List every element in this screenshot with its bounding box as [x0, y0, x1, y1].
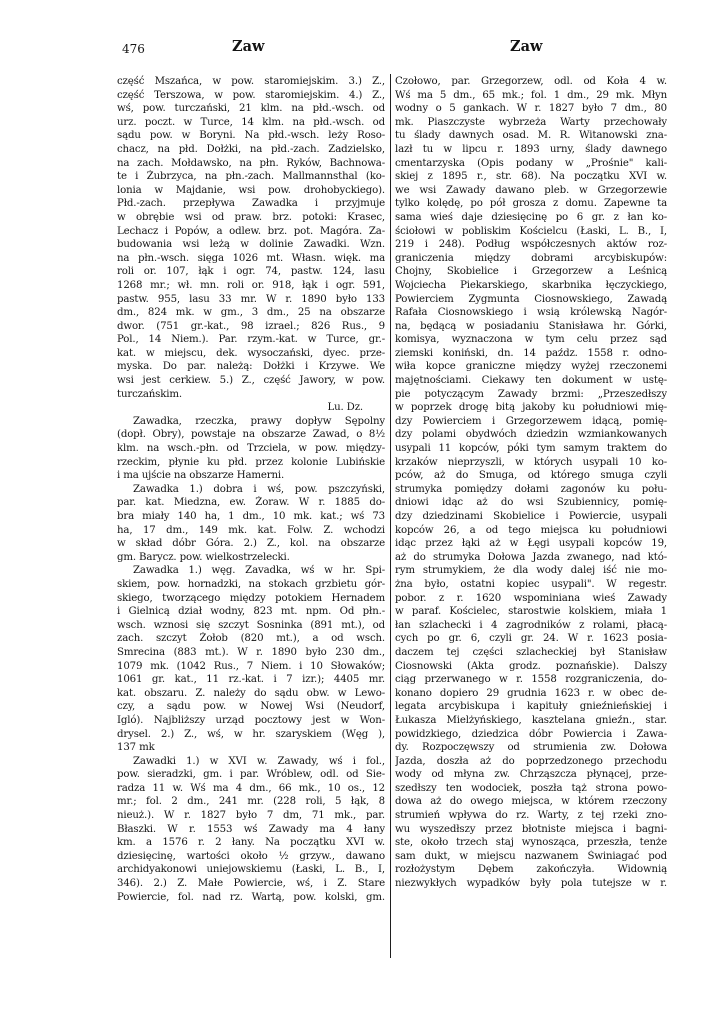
text-line: rozłożystym Dębem zakończyła. Widownią: [395, 864, 667, 876]
text-line: idąc przez łąki aż w Łęgi usypali kopców 19,: [395, 538, 667, 550]
text-line: mk. Piaszczyste wybrzeża Warty przechowały: [395, 116, 667, 128]
text-line: konano dopiero 29 grudnia 1623 r. w obec de-: [395, 687, 667, 699]
text-line: skiem, pow. hornadzki, na stokach grzbietu gór-: [117, 578, 385, 590]
text-line: we wsi Zawady dawano pleb. w Grzegorzewie: [395, 184, 667, 196]
text-line: dwor. (751 gr.-kat., 98 izrael.; 826 Rus., 9: [117, 320, 385, 332]
text-line: część Mszańca, w pow. staromiejskim. 3.) Z.,: [117, 76, 385, 87]
text-line: myska. Do par. należą: Dołżki i Krzywe. We: [117, 361, 385, 373]
text-line: Lechacz i Popów, a odlew. brz. pot. Magóra. Za-: [117, 225, 385, 237]
text-line: Rafała Ciosnowskiego i wsią królewską Nagór-: [395, 307, 667, 319]
text-line: Błaszki. W r. 1553 wś Zawady ma 4 łany: [117, 823, 385, 835]
text-line: czy, a sądu pow. w Nowej Wsi (Neudorf,: [117, 701, 385, 713]
text-line: niezwykłych wypadków były pola tutejsze w r.: [395, 878, 667, 890]
text-line: sam dukt, w miejscu nazwanem Świniagać pod: [395, 850, 667, 862]
text-line: lonia w Majdanie, wsi pow. drohobyckiego).: [117, 184, 385, 196]
text-line: klm. na wsch.-płn. od Trzciela, w pow. między-: [117, 443, 385, 455]
text-line: w obrębie wsi od praw. brz. potoki: Krasec,: [117, 211, 385, 223]
text-line: legata arcybiskupa i kapituły gnieźnieńskiej i: [395, 701, 667, 713]
entry-headword-line: Zawadki 1.) w XVI w. Zawady, wś i fol.,: [133, 755, 385, 767]
text-line: na zach. Mołdawsko, na płn. Ryków, Bachnowa-: [117, 157, 385, 169]
text-line: aż do strumyka Dołowa Jazda zwanego, nad któ-: [395, 551, 667, 563]
text-line: dy. Rozpoczęwszy od strumienia zw. Dołowa: [395, 742, 667, 754]
text-line: Ciosnowski (Akta grodz. poznańskie). Dalszy: [395, 660, 667, 672]
entry-headword-line: Zawadka, rzeczka, prawy dopływ Sępolny: [133, 415, 385, 427]
text-line: dniowi idąc aż do wsi Szubiennicy, pomię-: [395, 497, 667, 509]
text-line: Smrecina (883 mt.). W r. 1890 było 230 dm.,: [117, 646, 385, 658]
text-line: sądu pow. w Boryni. Na płd.-wsch. leży Roso-: [117, 130, 385, 142]
text-line: mr.; fol. 2 dm., 241 mr. (228 roli, 5 łąk, 8: [117, 796, 385, 808]
text-line: pow. sieradzki, gm. i par. Wróblew, odl. od Sie-: [117, 769, 385, 781]
text-line: Jazda, doszła aż do poprzedzonego przechodu: [395, 755, 667, 767]
text-line: strumyka pomiędzy dołami zagonów ku połu-: [395, 483, 667, 495]
text-line: powidzkiego, dziedzica dóbr Powiercia i Zawa-: [395, 728, 667, 740]
text-line: tylko kolędę, po pół grosza z domu. Zapewne ta: [395, 198, 667, 210]
text-line: wś, pow. turczański, 21 klm. na płd.-wsch. od: [117, 103, 385, 115]
column-divider: [390, 74, 391, 958]
text-line: radza 11 w. Wś ma 4 dm., 66 mk., 10 os., 12: [117, 782, 385, 794]
text-line: nieuż.). W r. 1827 było 7 dm, 71 mk., par.: [117, 810, 385, 822]
text-line: żna było, ostatni kopiec usypali". W regestr.: [395, 578, 667, 590]
running-head-right: Zaw: [510, 38, 543, 55]
text-line: skiej z 1895 r., str. 68). Na początku XVI w.: [395, 171, 667, 183]
text-line: ziemski koniński, dn. 14 paźdz. 1558 r. odno-: [395, 347, 667, 359]
text-line: chacz, na płd. Dołżki, na płd.-zach. Zadzielsko,: [117, 143, 385, 155]
text-line: 1268 mr.; wł. mn. roli or. 918, łąk i ogr. 591,: [117, 279, 385, 291]
text-line: Powierciem Zygmunta Ciosnowskiego, Zawadą: [395, 293, 667, 305]
text-line: w paraf. Kościelec, starostwie kolskiem, miała 1: [395, 606, 667, 618]
text-line: i ma ujście na obszarze Hamerni.: [117, 470, 285, 482]
text-line: te i Żubrzyca, na płn.-zach. Mallmannsthal (ko-: [117, 171, 385, 183]
text-line: par. kat. Miedzna, ew. Żoraw. W r. 1885 do-: [117, 497, 385, 509]
text-line: Wś ma 5 dm., 65 mk.; fol. 1 dm., 29 mk. Młyn: [395, 89, 667, 101]
text-line: budowania wsi leżą w dolinie Zawadki. Wzn.: [117, 239, 385, 251]
text-line: komisya, wyznaczona w tym celu przez sąd: [395, 334, 667, 346]
text-line: majętnościami. Ciekawy ten dokument w ustę-: [395, 375, 667, 387]
text-line: dm., 824 mk. w gm., 3 dm., 25 na obszarze: [117, 307, 385, 319]
right-text-column: [395, 75, 667, 891]
text-line: sama wieś daje dziesięcinę po 6 gr. z łan ko-: [395, 211, 667, 223]
text-line: Wojciecha Piekarskiego, skarbnika łęczyckiego,: [395, 279, 667, 291]
text-line: drysel. 2.) Z., wś, w hr. szaryskiem (Węg ),: [117, 728, 385, 740]
text-line: rzeckim, płynie ku płd. przez kolonie Lubińskie: [117, 456, 385, 468]
text-line: pców, aż do Smuga, od którego smuga czyli: [395, 470, 667, 482]
author-signature: Lu. Dz.: [327, 402, 363, 414]
text-line: pastw. 955, lasu 33 mr. W r. 1890 było 133: [117, 293, 385, 305]
text-line: Igló). Najbliższy urząd pocztowy jest w Won-: [117, 714, 385, 726]
text-line: lazł tu w lipcu r. 1893 urny, ślady dawnego: [395, 143, 667, 155]
text-line: łan szlachecki i 4 zagrodników z rolami, płacą-: [395, 619, 667, 631]
text-line: w poprzek drogę bitą jakoby ku południowi mię-: [395, 402, 667, 414]
text-line: tu ślady dawnych osad. M. R. Witanowski zna-: [395, 130, 667, 142]
text-line: skiego, tworzącego między potokiem Hernadem: [117, 592, 385, 604]
text-line: roli or. 107, łąk i ogr. 74, pastw. 124, lasu: [117, 266, 385, 278]
text-line: ha, 17 dm., 149 mk. kat. Folw. Z. wchodzi: [117, 524, 385, 536]
text-line: urz. poczt. w Turce, 14 klm. na płd.-wsch. od: [117, 116, 385, 128]
text-line: Powiercie, fol. nad rz. Wartą, pow. kolski, gm.: [117, 891, 385, 903]
left-text-column: [117, 75, 385, 904]
text-line: 137 mk: [117, 742, 155, 754]
text-line: na, będącą w posiadaniu Stanisława hr. Górki,: [395, 320, 667, 332]
running-head-left: Zaw: [232, 38, 265, 55]
text-line: Czołowo, par. Grzegorzew, odl. od Koła 4 w.: [395, 76, 667, 87]
text-line: rym strumykiem, że dla wody dalej iść nie mo-: [395, 565, 667, 577]
text-line: kopców 26, a od tego miejsca ku południowi: [395, 524, 667, 536]
page-header: [0, 36, 720, 60]
text-line: wsi jest cerkiew. 5.) Z., część Jawory, w pow.: [117, 375, 385, 387]
text-line: zach. szczyt Żołob (820 mt.), a od wsch.: [117, 633, 385, 645]
text-line: daczem tej części szlacheckiej był Stanisław: [395, 646, 667, 658]
text-line: cmentarzyska (Opis podany w „Prośnie" kali-: [395, 157, 667, 169]
text-line: Łukasza Mielżyńskiego, kasztelana gnieźn., star.: [395, 714, 667, 726]
text-line: wu wyszedłszy przez błotniste miejsca i bagni-: [395, 823, 667, 835]
text-line: ste, około trzech staj wynosząca, przeszła, tenże: [395, 837, 667, 849]
text-line: krzaków nieprzyszli, w których usypali 10 ko-: [395, 456, 667, 468]
text-line: (dopł. Obry), powstaje na obszarze Zawad, o 8½: [117, 429, 385, 441]
text-line: kat. obszaru. Z. należy do sądu obw. w Lewo-: [117, 687, 385, 699]
text-line: 1079 mk. (1042 Rus., 7 Niem. i 10 Słowaków;: [117, 660, 385, 672]
text-line: ściołowi w pobliskim Kościelcu (Łaski, L. B., I,: [395, 225, 667, 237]
text-line: pie potyczącym Zawady brzmi: „Przeszedłszy: [395, 388, 667, 400]
text-line: usypali 11 kopców, póki tym samym traktem do: [395, 443, 667, 455]
text-line: wsch. wznosi się szczyt Sosninka (891 mt.), od: [117, 619, 385, 631]
text-line: wiła kopce graniczne między wyżej rzeczonemi: [395, 361, 667, 373]
text-line: 1061 gr. kat., 11 rz.-kat. i 7 izr.); 4405 mr.: [117, 674, 385, 686]
text-line: dowa aż do owego miejsca, w którem rzeczony: [395, 796, 667, 808]
text-line: cych po gr. 6, czyli gr. 24. W r. 1623 posia-: [395, 633, 667, 645]
text-line: Płd.-zach. przepływa Zawadka i przyjmuje: [117, 198, 385, 210]
text-line: kat. w miejscu, dek. wysoczański, dyec. prze-: [117, 347, 385, 359]
text-line: dziesięcinę, wartości około ½ grzyw., dawano: [117, 850, 385, 862]
text-line: km. a 1576 r. 2 łany. Na początku XVI w.: [117, 837, 385, 849]
text-line: strumień wpływa do rz. Warty, z tej rzeki zno-: [395, 810, 667, 822]
text-line: 219 i 248). Podług współczesnych aktów roz-: [395, 239, 667, 251]
text-line: wody od młyna zw. Chrząszcza płynącej, prze-: [395, 769, 667, 781]
text-line: pobor. z r. 1620 wspominiana wieś Zawady: [395, 592, 667, 604]
text-line: na płn.-wsch. sięga 1026 mt. Własn. więk. ma: [117, 252, 385, 264]
text-line: w skład dóbr Góra. 2.) Z., kol. na obszarze: [117, 538, 385, 550]
text-line: graniczenia między dobrami arcybiskupów:: [395, 252, 667, 264]
text-line: część Terszowa, w pow. staromiejskim. 4.) Z.,: [117, 89, 385, 101]
text-line: turczańskim.: [117, 388, 182, 400]
text-line: bra miały 140 ha, 1 dm., 10 mk. kat.; wś 73: [117, 511, 385, 522]
page-number: 476: [122, 42, 145, 56]
text-line: i Gielnicą dział wodny, 823 mt. npm. Od płn.-: [117, 606, 385, 618]
text-line: 346). 2.) Z. Małe Powiercie, wś, i Z. Stare: [117, 878, 385, 890]
entry-headword-line: Zawadka 1.) węg. Zavadka, wś w hr. Spi-: [133, 565, 385, 577]
entry-headword-line: Zawadka 1.) dobra i wś, pow. pszczyński,: [133, 483, 385, 495]
text-line: dzy Powierciem i Grzegorzewem idącą, pomię-: [395, 415, 667, 427]
text-line: Pol., 14 Niem.). Par. rzym.-kat. w Turce, gr.-: [117, 334, 385, 346]
text-line: wodny o 5 gankach. W r. 1827 było 7 dm., 80: [395, 103, 667, 115]
text-line: ciąg przerwanego w r. 1558 rozgraniczenia, do-: [395, 674, 667, 686]
text-line: Chojny, Skobielice i Grzegorzew a Leśnicą: [395, 266, 667, 278]
text-line: dzy dziedzinami Skobielice i Powiercie, usypali: [395, 511, 667, 522]
text-line: dzy polami obydwóch dziedzin wzmiankowanych: [395, 429, 667, 441]
text-line: archidyakonowi uniejowskiemu (Łaski, L. B., I,: [117, 864, 385, 876]
text-line: gm. Barycz. pow. wielkostrzelecki.: [117, 551, 290, 563]
text-line: szedłszy ten wodociek, poszła tąż strona powo-: [395, 782, 667, 794]
